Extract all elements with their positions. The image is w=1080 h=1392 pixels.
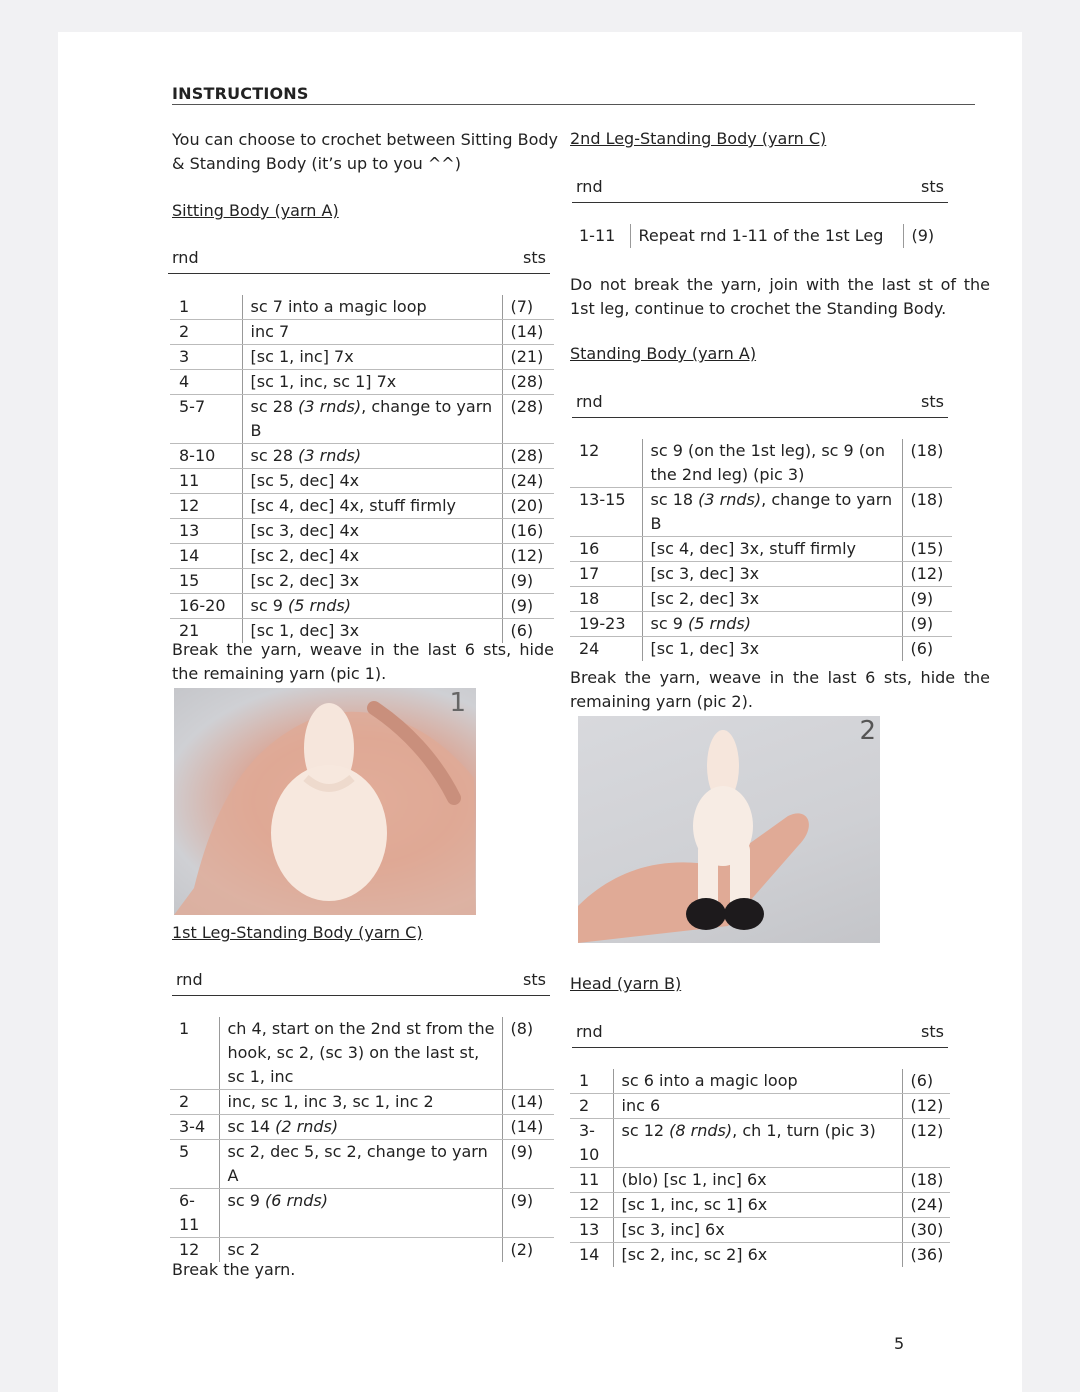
instruction-cell: sc 18 (3 rnds), change to yarn B (642, 488, 902, 537)
instruction-cell: sc 2, dec 5, sc 2, change to yarn A (219, 1140, 502, 1189)
stitch-count-cell: (9) (902, 587, 952, 612)
stitch-count-cell: (14) (502, 320, 554, 345)
intro-text: You can choose to crochet between Sitting Body & Standing Body (it’s up to you ^^) (172, 130, 559, 173)
table-row (570, 637, 952, 662)
instruction-cell: sc 12 (8 rnds), ch 1, turn (pic 3) (613, 1119, 902, 1168)
instruction-cell: sc 14 (2 rnds) (219, 1115, 502, 1140)
instruction-cell: [sc 3, dec] 3x (642, 562, 902, 587)
table-row (170, 569, 554, 594)
stitch-count-cell: (20) (502, 494, 554, 519)
instruction-cell: [sc 1, inc, sc 1] 7x (242, 370, 502, 395)
instruction-cell: Repeat rnd 1-11 of the 1st Leg (630, 224, 903, 248)
round-cell: 24 (570, 637, 642, 662)
stitch-count-cell: (2) (510, 1240, 534, 1259)
instruction-cell: [sc 3, inc] 6x (613, 1218, 902, 1243)
table-row (570, 537, 952, 562)
instruction-cell: [sc 3, dec] 4x (242, 519, 502, 544)
rnd-header: rnd (576, 177, 603, 196)
head-heading: Head (yarn B) (570, 974, 682, 993)
standing-table-header (572, 392, 948, 418)
table-row (570, 612, 952, 637)
round-cell: 2 (170, 1090, 219, 1115)
instruction-cell: sc 9 (6 rnds) (219, 1189, 502, 1238)
stitch-count-cell: (9) (911, 226, 935, 245)
stitch-count-cell: (6) (902, 1069, 950, 1094)
rnd-header: rnd (576, 1022, 603, 1041)
round-cell: 5-7 (170, 395, 242, 444)
standing-body-heading: Standing Body (yarn A) (570, 344, 757, 363)
stitch-count-cell: (15) (902, 537, 952, 562)
round-cell: 15 (170, 569, 242, 594)
sitting-body-illustration (174, 688, 476, 915)
table-row (170, 1189, 554, 1238)
table-row (570, 1094, 950, 1119)
second-leg-table-header (572, 177, 948, 203)
first-leg-table (170, 1017, 554, 1262)
instruction-cell: [sc 2, dec] 3x (242, 569, 502, 594)
pic-1-sitting-body-photo (174, 688, 476, 915)
stitch-count-cell: (18) (902, 1168, 950, 1193)
instruction-cell: sc 9 (5 rnds) (242, 594, 502, 619)
stitch-count-cell: (16) (502, 519, 554, 544)
instruction-cell: [sc 1, inc] 7x (242, 345, 502, 370)
instruction-cell: sc 2 (219, 1238, 502, 1263)
stitch-count-cell: (14) (502, 1115, 554, 1140)
round-cell: 19-23 (570, 612, 642, 637)
instruction-cell: [sc 4, dec] 3x, stuff firmly (642, 537, 902, 562)
instruction-cell: [sc 2, dec] 4x (242, 544, 502, 569)
round-cell: 5 (170, 1140, 219, 1189)
table-row (170, 345, 554, 370)
stitch-count-cell: (36) (910, 1245, 944, 1264)
round-cell: 14 (170, 544, 242, 569)
rnd-header: rnd (172, 248, 199, 267)
round-cell: 12 (570, 439, 642, 488)
stitch-count-cell: (9) (502, 594, 554, 619)
second-leg-table (570, 224, 940, 248)
stitch-count-cell: (12) (902, 1094, 950, 1119)
stitch-count-cell: (8) (502, 1017, 554, 1090)
sitting-body-heading: Sitting Body (yarn A) (172, 201, 339, 220)
table-row (170, 370, 554, 395)
round-cell: 12 (570, 1193, 613, 1218)
instruction-cell: [sc 2, inc, sc 2] 6x (613, 1243, 902, 1268)
instruction-cell: sc 28 (3 rnds) (242, 444, 502, 469)
instruction-cell: [sc 1, dec] 3x (642, 637, 902, 662)
instruction-cell: [sc 1, dec] 3x (242, 619, 502, 644)
table-row (570, 488, 952, 537)
second-leg-after-text: Do not break the yarn, join with the last st of the 1st leg, continue to crochet the Standing Body. (570, 275, 990, 318)
stitch-count-cell: (28) (502, 444, 554, 469)
stitch-count-cell: (21) (502, 345, 554, 370)
round-cell: 3-4 (170, 1115, 219, 1140)
instruction-cell: sc 7 into a magic loop (242, 295, 502, 320)
stitch-count-cell: (9) (902, 612, 952, 637)
table-row (170, 1115, 554, 1140)
stitch-count-cell: (30) (902, 1218, 950, 1243)
title-divider (172, 104, 975, 105)
table-row (170, 395, 554, 444)
table-row (170, 544, 554, 569)
instruction-cell: sc 28 (3 rnds), change to yarn B (242, 395, 502, 444)
table-row (170, 594, 554, 619)
pic-1-label: 1 (449, 688, 466, 718)
table-row (570, 1218, 950, 1243)
round-cell: 13-15 (570, 488, 642, 537)
rnd-header: rnd (176, 970, 203, 989)
round-cell: 11 (170, 469, 242, 494)
first-leg-after-text: Break the yarn. (172, 1260, 296, 1279)
sts-header: sts (921, 1022, 944, 1041)
round-cell: 11 (570, 1168, 613, 1193)
table-row (570, 224, 940, 248)
round-cell: 16 (570, 537, 642, 562)
sts-header: sts (921, 392, 944, 411)
table-row (570, 1168, 950, 1193)
stitch-count-cell: (28) (502, 370, 554, 395)
first-leg-heading: 1st Leg-Standing Body (yarn C) (172, 923, 423, 942)
stitch-count-cell: (6) (910, 639, 934, 658)
instruction-cell: (blo) [sc 1, inc] 6x (613, 1168, 902, 1193)
stitch-count-cell: (12) (902, 562, 952, 587)
rnd-header: rnd (576, 392, 603, 411)
stitch-count-cell: (18) (902, 439, 952, 488)
table-row (570, 1193, 950, 1218)
round-cell: 1 (570, 1069, 613, 1094)
instruction-cell: [sc 4, dec] 4x, stuff firmly (242, 494, 502, 519)
page-title: INSTRUCTIONS (172, 84, 309, 103)
round-cell: 3-10 (570, 1119, 613, 1168)
table-row (570, 562, 952, 587)
table-row (570, 587, 952, 612)
standing-body-table (570, 439, 952, 661)
round-cell: 12 (170, 494, 242, 519)
round-cell: 13 (170, 519, 242, 544)
table-row (170, 320, 554, 345)
stitch-count-cell: (28) (502, 395, 554, 444)
stitch-count-cell: (12) (902, 1119, 950, 1168)
stitch-count-cell: (24) (902, 1193, 950, 1218)
pic-2-label: 2 (859, 716, 876, 746)
round-cell: 13 (570, 1218, 613, 1243)
table-row (170, 295, 554, 320)
round-cell: 1 (170, 295, 242, 320)
round-cell: 3 (170, 345, 242, 370)
instruction-cell: inc 6 (613, 1094, 902, 1119)
sts-header: sts (523, 970, 546, 989)
instruction-cell: inc, sc 1, inc 3, sc 1, inc 2 (219, 1090, 502, 1115)
second-leg-heading: 2nd Leg-Standing Body (yarn C) (570, 129, 827, 148)
stitch-count-cell: (14) (502, 1090, 554, 1115)
table-row (170, 1090, 554, 1115)
head-table-header (572, 1022, 948, 1048)
instruction-cell: sc 9 (5 rnds) (642, 612, 902, 637)
round-cell: 1 (170, 1017, 219, 1090)
stitch-count-cell: (6) (510, 621, 534, 640)
round-cell: 18 (570, 587, 642, 612)
round-cell: 2 (570, 1094, 613, 1119)
pic-2-standing-body-photo (578, 716, 880, 943)
round-cell: 14 (570, 1243, 613, 1268)
table-row (170, 519, 554, 544)
standing-body-illustration (578, 716, 880, 943)
table-row (170, 1017, 554, 1090)
instruction-cell: inc 7 (242, 320, 502, 345)
round-cell: 1-11 (570, 224, 630, 248)
table-row (170, 469, 554, 494)
stitch-count-cell: (24) (502, 469, 554, 494)
sitting-after-text: Break the yarn, weave in the last 6 sts, hide the remaining yarn (pic 1). (172, 640, 554, 683)
stitch-count-cell: (9) (502, 1140, 554, 1189)
document-page (58, 32, 1022, 1392)
standing-after-text: Break the yarn, weave in the last 6 sts, hide the remaining yarn (pic 2). (570, 668, 990, 711)
instruction-cell: sc 6 into a magic loop (613, 1069, 902, 1094)
table-row (170, 494, 554, 519)
instruction-cell: ch 4, start on the 2nd st from the hook, sc 2, (sc 3) on the last st, sc 1, inc (219, 1017, 502, 1090)
stitch-count-cell: (9) (502, 1189, 554, 1238)
stitch-count-cell: (18) (902, 488, 952, 537)
table-row (570, 1069, 950, 1094)
round-cell: 21 (170, 619, 242, 644)
table-row (570, 439, 952, 488)
table-row (570, 1243, 950, 1268)
sitting-body-table (170, 295, 554, 643)
instruction-cell: [sc 1, inc, sc 1] 6x (613, 1193, 902, 1218)
round-cell: 2 (170, 320, 242, 345)
stitch-count-cell: (7) (502, 295, 554, 320)
head-table (570, 1069, 950, 1267)
page-number: 5 (894, 1334, 905, 1353)
table-row (170, 1140, 554, 1189)
sts-header: sts (921, 177, 944, 196)
round-cell: 4 (170, 370, 242, 395)
stitch-count-cell: (12) (502, 544, 554, 569)
sts-header: sts (523, 248, 546, 267)
table-row (170, 444, 554, 469)
round-cell: 8-10 (170, 444, 242, 469)
instruction-cell: [sc 2, dec] 3x (642, 587, 902, 612)
round-cell: 17 (570, 562, 642, 587)
round-cell: 16-20 (170, 594, 242, 619)
instruction-cell: [sc 5, dec] 4x (242, 469, 502, 494)
stitch-count-cell: (9) (502, 569, 554, 594)
first-leg-table-header (172, 970, 550, 996)
instruction-cell: sc 9 (on the 1st leg), sc 9 (on the 2nd leg) (pic 3) (642, 439, 902, 488)
round-cell: 12 (170, 1238, 219, 1263)
round-cell: 6-11 (170, 1189, 219, 1238)
table-row (570, 1119, 950, 1168)
sitting-table-header (168, 248, 550, 274)
